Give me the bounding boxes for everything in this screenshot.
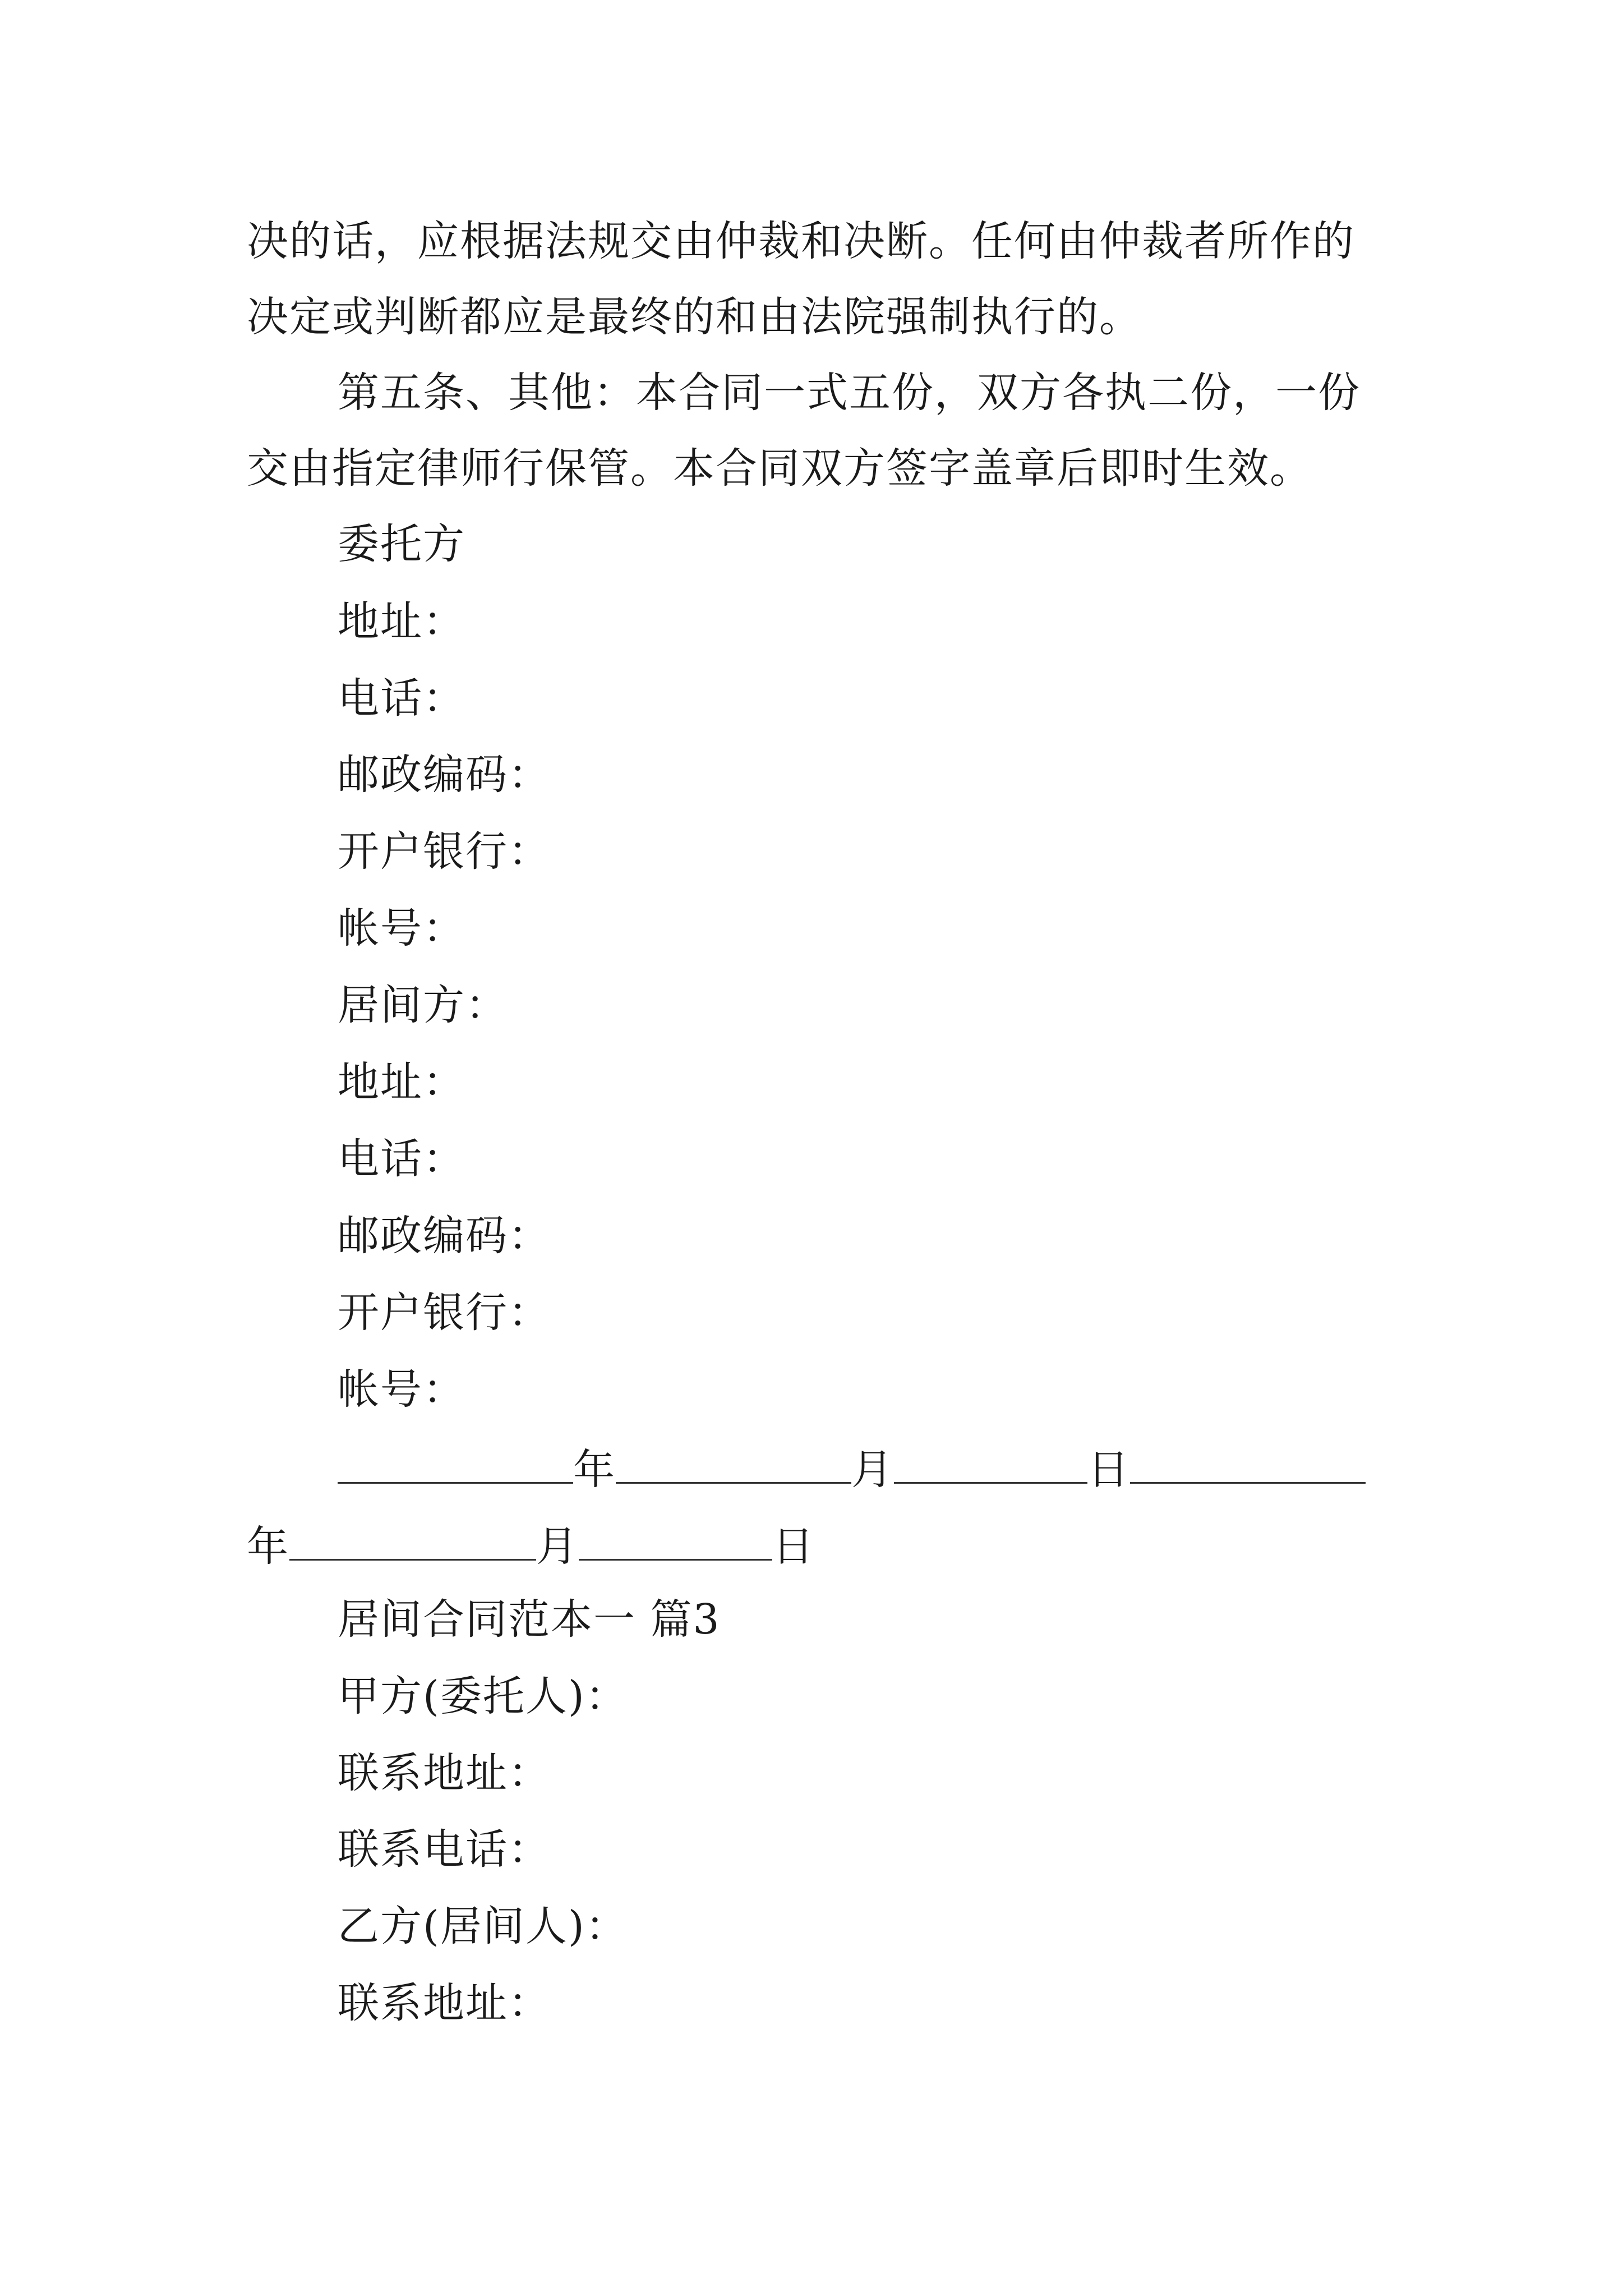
principal-account-label: 帐号： (338, 904, 465, 953)
principal-postcode-label: 邮政编码： (338, 751, 551, 799)
intermediary-title: 居间方： (338, 981, 508, 1029)
month-label: 月 (536, 1522, 579, 1571)
party-a-phone-label: 联系电话： (338, 1825, 551, 1874)
party-b-label: 乙方(居间人)： (338, 1902, 628, 1950)
party-a-label: 甲方(委托人)： (338, 1672, 628, 1720)
principal-phone-label: 电话： (338, 674, 465, 723)
signature-date-line (247, 1517, 815, 1572)
day-label: 日 (772, 1522, 815, 1571)
intermediary-bank-label: 开户银行： (338, 1289, 551, 1337)
intermediary-address-label: 地址： (338, 1058, 465, 1106)
paragraph-line: 决的话，应根据法规交由仲裁和决断。任何由仲裁者所作的 (247, 217, 1355, 265)
principal-bank-label: 开户银行： (338, 827, 551, 876)
intermediary-phone-label: 电话： (338, 1135, 465, 1183)
year-blank (338, 1441, 573, 1484)
day-blank (579, 1517, 772, 1561)
month-label: 月 (851, 1446, 894, 1494)
day-blank (894, 1441, 1087, 1484)
paragraph-line: 决定或判断都应是最终的和由法院强制执行的。 (247, 293, 1142, 341)
intermediary-account-label: 帐号： (338, 1365, 465, 1414)
month-blank (289, 1517, 536, 1561)
day-label: 日 (1087, 1446, 1130, 1494)
signature-date-line (338, 1441, 1366, 1495)
year-label: 年 (573, 1446, 616, 1494)
year-blank (1130, 1441, 1366, 1484)
party-a-address-label: 联系地址： (338, 1749, 551, 1797)
section-heading: 居间合同范本一 篇3 (338, 1595, 721, 1644)
month-blank (616, 1441, 851, 1484)
clause-five-line: 交由指定律师行保管。本合同双方签字盖章后即时生效。 (247, 444, 1312, 493)
principal-address-label: 地址： (338, 597, 465, 646)
intermediary-postcode-label: 邮政编码： (338, 1212, 551, 1260)
year-label: 年 (247, 1522, 289, 1571)
party-b-address-label: 联系地址： (338, 1979, 551, 2027)
principal-title: 委托方 (338, 520, 465, 568)
clause-five-line: 第五条、其他：本合同一式五份，双方各执二份，一份 (338, 369, 1361, 417)
